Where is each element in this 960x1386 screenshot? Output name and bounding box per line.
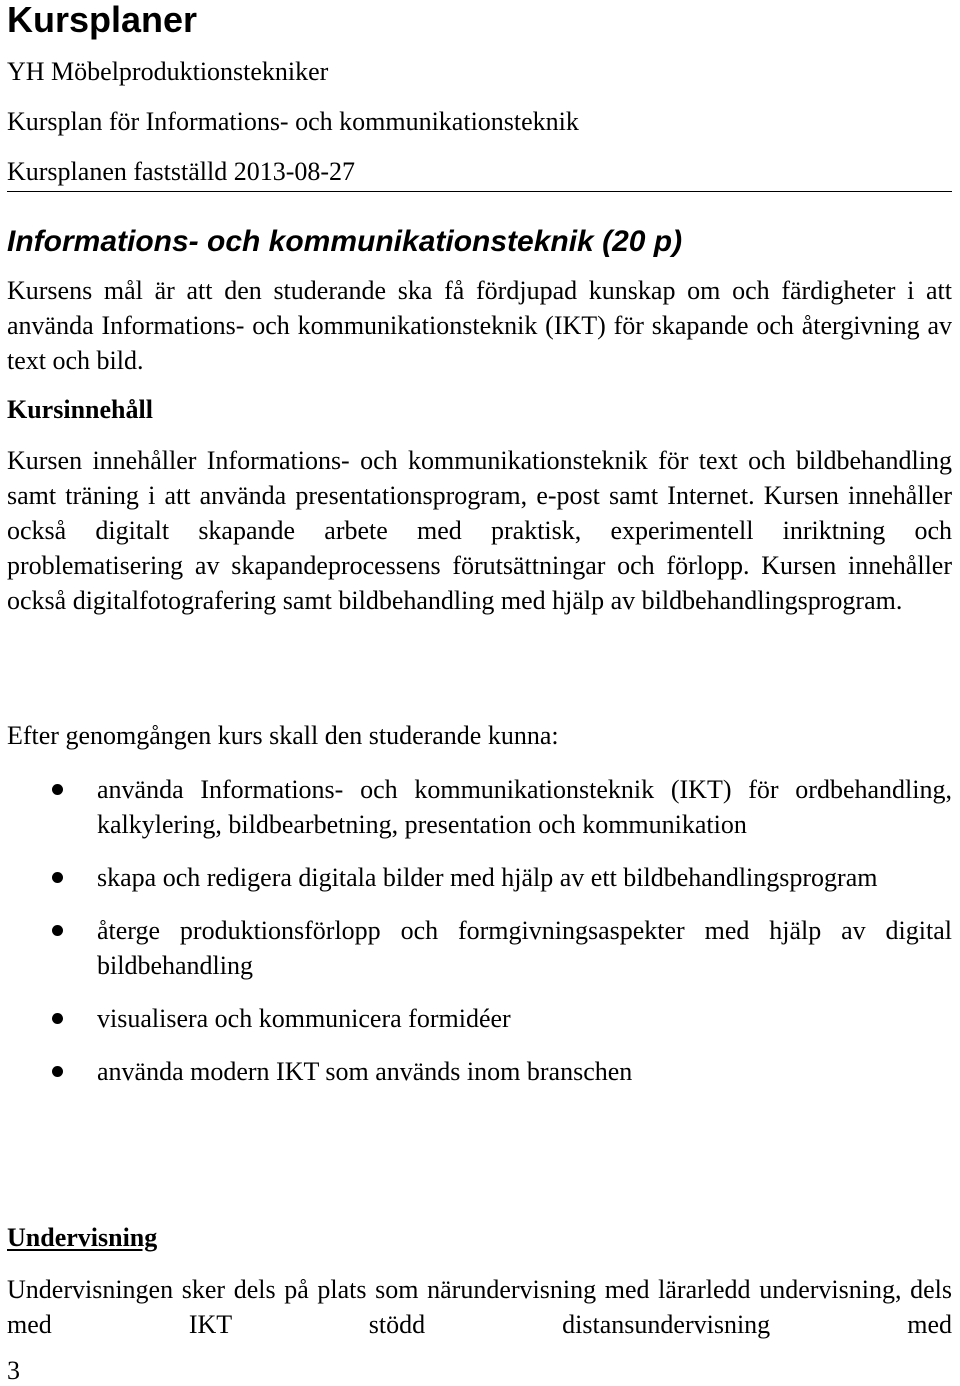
list-item-text: skapa och redigera digitala bilder med hjälp av ett bildbehandlingsprogram — [97, 863, 878, 892]
bullet-icon — [52, 872, 63, 883]
list-item — [7, 1054, 952, 1089]
outcomes-intro: Efter genomgången kurs skall den studerande kunna: — [7, 721, 559, 750]
page-number: 3 — [7, 1356, 20, 1385]
teaching-heading: Undervisning — [7, 1223, 158, 1252]
program-name: YH Möbelproduktionstekniker — [7, 57, 329, 86]
list-item — [7, 772, 952, 842]
divider-rule — [7, 191, 952, 192]
list-item-text: använda modern IKT som används inom branschen — [97, 1057, 633, 1086]
list-item — [7, 1001, 952, 1036]
course-heading: Informations- och kommunikationsteknik (20 p) — [7, 225, 683, 258]
list-item-text: återge produktionsförlopp och formgivningsaspekter med hjälp av digital bildbehandling — [97, 916, 952, 980]
content-paragraph: Kursen innehåller Informations- och kommunikationsteknik för text och bildbehandling samt träning i att använda presentationsprogram, e-post samt Internet. Kursen innehåller också digitalt skapande arbete med praktisk, experimentell inriktning och problematisering av skapandeprocessens förutsättningar och förlopp. Kursen innehåller också digitalfotografering samt bildbehandling med hjälp av bildbehandlingsprogram. — [7, 446, 952, 615]
syllabus-name: Kursplan för Informations- och kommunikationsteknik — [7, 107, 579, 136]
course-goal-paragraph: Kursens mål är att den studerande ska få fördjupad kunskap om och färdigheter i att använda Informations- och kommunikationsteknik (IKT) för skapande och återgivning av text och bild. — [7, 276, 952, 375]
bullet-icon — [52, 1013, 63, 1024]
list-item — [7, 860, 952, 895]
list-item-text: använda Informations- och kommunikationsteknik (IKT) för ordbehandling, kalkylering, bildbearbetning, presentation och kommunikation — [97, 775, 952, 839]
established-date: Kursplanen fastställd 2013-08-27 — [7, 157, 356, 186]
content-heading: Kursinnehåll — [7, 395, 153, 424]
teaching-paragraph: Undervisningen sker dels på plats som närundervisning med lärarledd undervisning, dels med IKT stödd distansundervisning med — [7, 1275, 952, 1339]
bullet-icon — [52, 925, 63, 936]
outcomes-list — [7, 772, 952, 1089]
list-item — [7, 913, 952, 983]
list-item-text: visualisera och kommunicera formidéer — [97, 1004, 511, 1033]
bullet-icon — [52, 1066, 63, 1077]
document-title: Kursplaner — [7, 0, 198, 40]
bullet-icon — [52, 784, 63, 795]
